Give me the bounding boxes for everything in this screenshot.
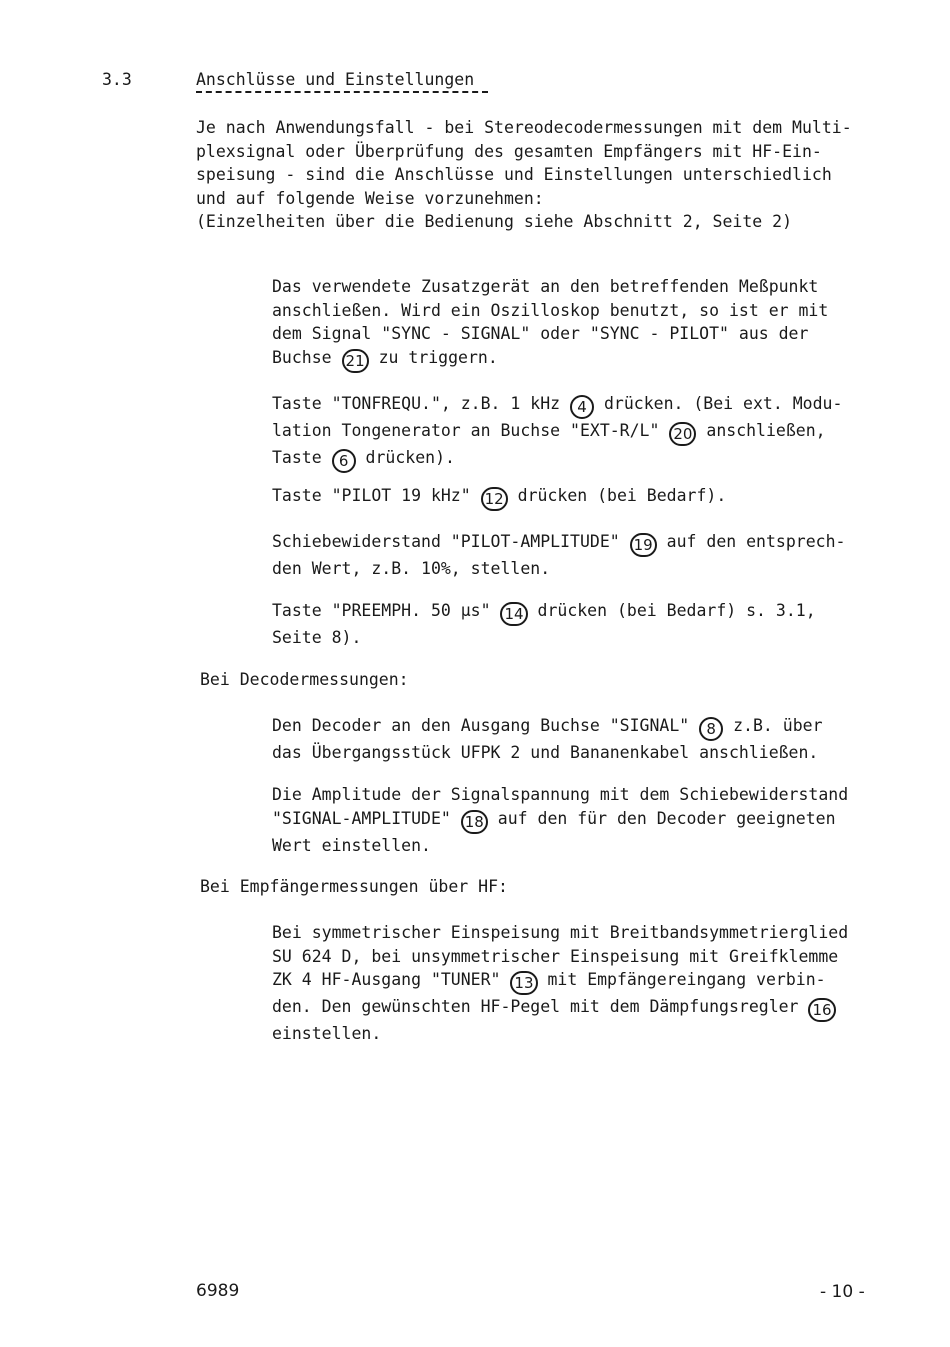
text-segment: drücken (bei Bedarf). — [517, 486, 727, 505]
paragraph-pilot — [272, 484, 892, 511]
circled-ref-18: 18 — [461, 810, 488, 834]
section-title: Anschlüsse und Einstellungen — [196, 70, 475, 89]
text-line: dem Signal "SYNC - SIGNAL" oder "SYNC - PILOT" aus der — [272, 324, 809, 343]
circled-ref-12: 12 — [481, 487, 508, 511]
text-line — [272, 995, 892, 1022]
text-line: Das verwendete Zusatzgerät an den betreffenden Meßpunkt — [272, 277, 819, 296]
text-line: das Übergangsstück UFPK 2 und Bananenkabel anschließen. — [272, 743, 819, 762]
text-segment: mit Empfängereingang verbin- — [547, 970, 826, 989]
text-line — [272, 392, 892, 419]
text-line — [272, 530, 892, 557]
paragraph-hf-feed — [272, 921, 892, 1046]
text-segment: Taste "PILOT 19 kHz" — [272, 486, 471, 505]
page-number: - 10 - — [820, 1282, 865, 1302]
circled-ref-4: 4 — [570, 395, 594, 419]
document-number: 6989 — [196, 1281, 240, 1301]
text-segment: Taste — [272, 448, 322, 467]
text-line — [272, 714, 892, 741]
subheading-decoder: Bei Decodermessungen: — [200, 670, 409, 689]
text-line — [272, 968, 892, 995]
text-line — [272, 346, 892, 373]
intro-line: (Einzelheiten über die Bedienung siehe Abschnitt 2, Seite 2) — [196, 212, 793, 231]
text-line: den Wert, z.B. 10%, stellen. — [272, 559, 551, 578]
intro-paragraph — [196, 116, 896, 234]
text-line: einstellen. — [272, 1024, 382, 1043]
circled-ref-6: 6 — [332, 449, 356, 473]
paragraph-tone-frequency — [272, 392, 892, 473]
paragraph-decoder-output — [272, 714, 892, 765]
circled-ref-20: 20 — [669, 422, 696, 446]
text-line — [272, 484, 892, 511]
section-number: 3.3 — [102, 70, 132, 89]
paragraph-signal-amplitude — [272, 783, 892, 857]
text-line — [272, 446, 892, 473]
text-segment: "SIGNAL-AMPLITUDE" — [272, 808, 451, 828]
text-line: Die Amplitude der Signalspannung mit dem Schiebewiderstand — [272, 785, 849, 804]
text-segment: Schiebewiderstand "PILOT-AMPLITUDE" — [272, 532, 620, 551]
text-segment: lation Tongenerator an Buchse "EXT-R/L" — [272, 421, 660, 440]
intro-line: Je nach Anwendungsfall - bei Stereodecodermessungen mit dem Multi- — [196, 118, 852, 137]
title-underline — [196, 91, 488, 93]
text-line — [272, 419, 892, 446]
text-segment: Buchse — [272, 347, 332, 367]
text-segment: den. Den gewünschten HF-Pegel mit dem Dämpfungsregler — [272, 997, 799, 1016]
text-segment: drücken). — [365, 448, 455, 467]
text-segment: ZK 4 HF-Ausgang "TUNER" — [272, 970, 501, 989]
text-line — [272, 599, 892, 626]
circled-ref-19: 19 — [630, 533, 657, 557]
text-line: Seite 8). — [272, 628, 362, 647]
text-segment: Taste "PREEMPH. 50 µs" — [272, 601, 491, 620]
circled-ref-8: 8 — [699, 717, 723, 741]
text-line: anschließen. Wird ein Oszilloskop benutzt, so ist er mit — [272, 300, 829, 320]
circled-ref-14: 14 — [500, 602, 527, 626]
text-segment: auf den für den Decoder geeigneten — [497, 808, 836, 828]
paragraph-connect-device — [272, 275, 892, 373]
text-segment: drücken (bei Bedarf) s. 3.1, — [537, 601, 816, 620]
text-line: Wert einstellen. — [272, 835, 431, 855]
circled-ref-13: 13 — [510, 971, 537, 995]
intro-line: und auf folgende Weise vorzunehmen: — [196, 188, 544, 208]
intro-line: plexsignal oder Überprüfung des gesamten Empfängers mit HF-Ein- — [196, 141, 822, 161]
text-line — [272, 807, 892, 834]
text-segment: z.B. über — [733, 716, 823, 735]
text-segment: Den Decoder an den Ausgang Buchse "SIGNAL" — [272, 716, 690, 735]
circled-ref-21: 21 — [342, 349, 369, 373]
paragraph-preemphasis — [272, 599, 892, 650]
text-line: Bei symmetrischer Einspeisung mit Breitbandsymmetrierglied — [272, 923, 849, 942]
text-segment: auf den entsprech- — [666, 532, 846, 551]
paragraph-pilot-amplitude — [272, 530, 892, 581]
intro-line: speisung - sind die Anschlüsse und Einstellungen unterschiedlich — [196, 165, 832, 184]
subheading-receiver: Bei Empfängermessungen über HF: — [200, 877, 508, 896]
text-line: SU 624 D, bei unsymmetrischer Einspeisung mit Greifklemme — [272, 946, 839, 966]
text-segment: Taste "TONFREQU.", z.B. 1 kHz — [272, 394, 561, 413]
text-segment: anschließen, — [706, 421, 826, 440]
text-segment: drücken. (Bei ext. Modu- — [603, 394, 843, 413]
circled-ref-16: 16 — [808, 998, 835, 1022]
text-segment: zu triggern. — [378, 347, 498, 367]
